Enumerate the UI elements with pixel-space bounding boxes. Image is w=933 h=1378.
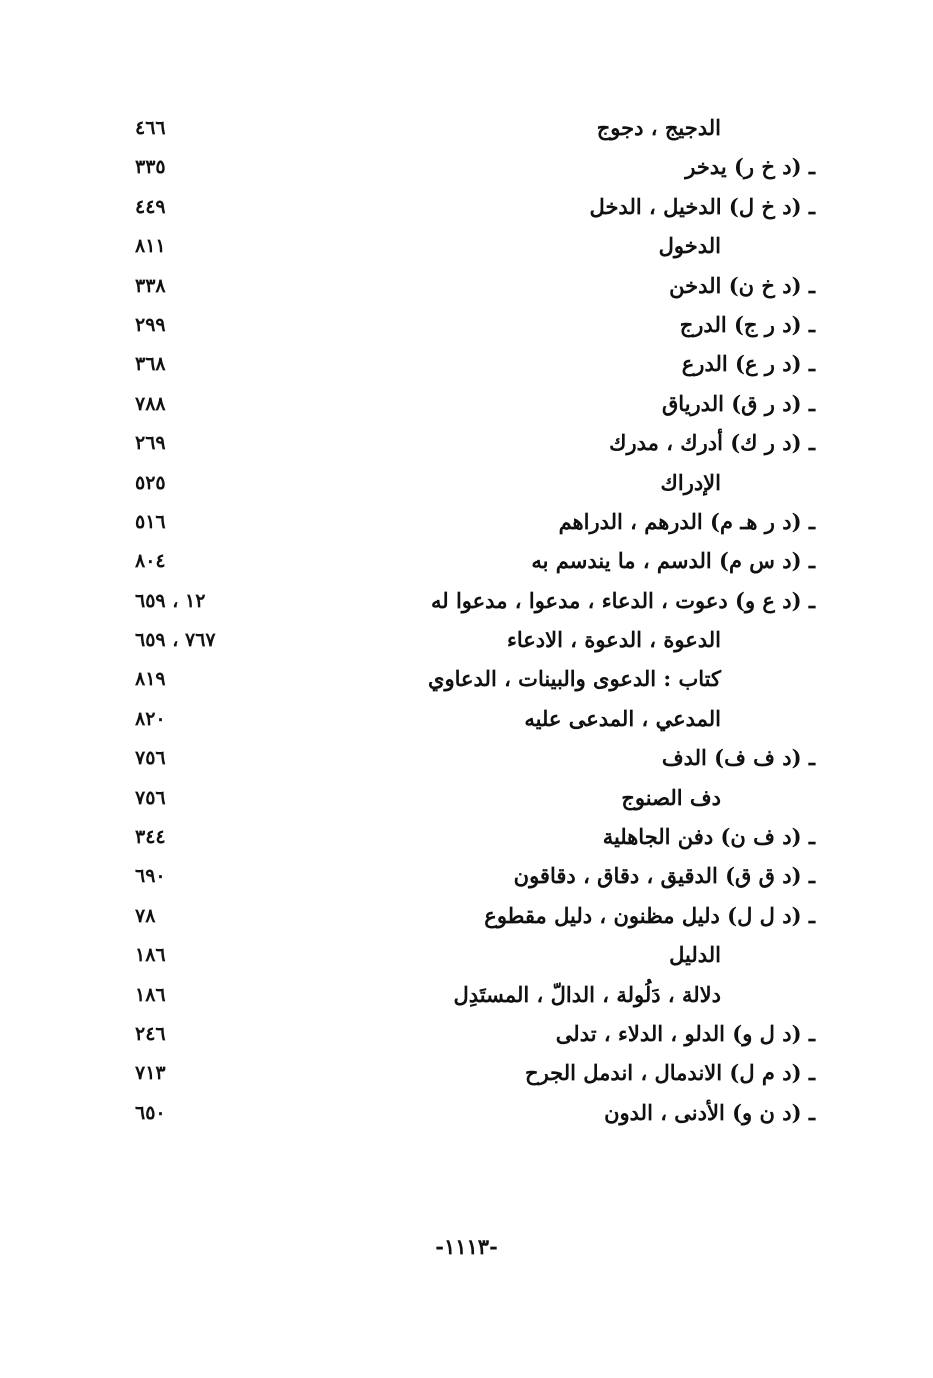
entry-pages: ٥٢٥: [135, 471, 166, 494]
entry-term: الدعوة ، الدعوة ، الادعاء: [506, 627, 721, 653]
entry-term: ـ (د ل و) الدلو ، الدلاء ، تدلى: [555, 1020, 815, 1046]
entry-term: دف الصنوج: [621, 784, 721, 810]
entry-pages: ٦٥٠: [135, 1101, 166, 1124]
index-entries: [0, 108, 933, 1132]
entry-term: ـ (د خ ل) الدخيل ، الدخل: [589, 193, 815, 219]
entry-pages: ٧٦٧ ، ٦٥٩: [135, 629, 216, 652]
entry-term: ـ (د خ ر) يدخر: [685, 154, 815, 180]
index-entry: [0, 187, 933, 226]
entry-term: كتاب : الدعوى والبينات ، الدعاوي: [428, 666, 721, 692]
entry-pages: ٨٠٤: [135, 550, 166, 573]
entry-term: الدليل: [669, 942, 721, 968]
index-entry: [0, 975, 933, 1014]
entry-term: ـ (د ل ل) دليل مظنون ، دليل مقطوع: [484, 902, 815, 928]
index-entry: [0, 305, 933, 344]
entry-pages: ٢٩٩: [135, 313, 166, 336]
entry-pages: ٢٤٦: [135, 1022, 166, 1045]
entry-pages: ٤٤٩: [135, 195, 166, 218]
entry-term: ـ (د ر ع) الدرع: [681, 351, 815, 377]
entry-pages: ٨١٩: [135, 668, 166, 691]
index-entry: [0, 817, 933, 856]
index-entry: [0, 620, 933, 659]
entry-term: ـ (د ف ن) دفن الجاهلية: [602, 824, 815, 850]
entry-pages: ٥١٦: [135, 510, 166, 533]
index-entry: [0, 266, 933, 305]
entry-pages: ٨١١: [135, 235, 166, 258]
entry-pages: ١٨٦: [135, 983, 166, 1006]
entry-term: ـ (د ر هـ م) الدرهم ، الدراهم: [558, 508, 815, 534]
entry-term: ـ (د خ ن) الدخن: [669, 272, 815, 298]
index-entry: [0, 1014, 933, 1053]
index-entry: [0, 935, 933, 974]
entry-pages: ١٢ ، ٦٥٩: [135, 589, 206, 612]
index-entry: [0, 581, 933, 620]
entry-pages: ٦٩٠: [135, 865, 166, 888]
entry-pages: ٣٦٨: [135, 353, 166, 376]
entry-term: المدعي ، المدعى عليه: [524, 705, 721, 731]
entry-term: دلالة ، دَلُولة ، الدالّ ، المستَدِل: [453, 981, 721, 1007]
index-entry: [0, 896, 933, 935]
entry-pages: ٣٣٨: [135, 274, 166, 297]
index-entry: [0, 502, 933, 541]
entry-pages: ٧٨: [135, 904, 156, 927]
index-entry: [0, 423, 933, 462]
index-entry: [0, 659, 933, 698]
entry-term: الإدراك: [660, 469, 721, 495]
index-entry: [0, 738, 933, 777]
entry-pages: ٨٢٠: [135, 707, 166, 730]
entry-term: الدجيج ، دجوج: [596, 115, 721, 140]
entry-pages: ٧٥٦: [135, 786, 166, 809]
index-entry: [0, 384, 933, 423]
entry-term: ـ (د س م) الدسم ، ما يندسم به: [531, 548, 815, 574]
index-entry: [0, 778, 933, 817]
entry-term: ـ (د ر ق) الدرياق: [662, 390, 815, 416]
entry-pages: ٧٥٦: [135, 747, 166, 770]
index-entry: [0, 1053, 933, 1092]
index-entry: [0, 226, 933, 265]
entry-term: ـ (د م ل) الاندمال ، اندمل الجرح: [525, 1060, 815, 1086]
entry-pages: ٧٨٨: [135, 392, 166, 415]
entry-pages: ٧١٣: [135, 1062, 166, 1085]
entry-term: الدخول: [658, 233, 721, 259]
entry-term: ـ (د ق ق) الدقيق ، دقاق ، دقاقون: [513, 863, 815, 889]
entry-term: ـ (د ر ج) الدرج: [679, 311, 815, 337]
entry-term: ـ (د ن و) الأدنى ، الدون: [604, 1099, 815, 1125]
index-entry: [0, 541, 933, 580]
entry-pages: ١٨٦: [135, 944, 166, 967]
entry-pages: ٣٤٤: [135, 826, 166, 849]
entry-term: ـ (د ر ك) أدرك ، مدرك: [609, 430, 815, 456]
index-entry: [0, 344, 933, 383]
entry-pages: ٤٦٦: [135, 117, 166, 139]
index-entry: [0, 108, 933, 147]
index-entry: [0, 699, 933, 738]
index-entry: [0, 147, 933, 186]
index-entry: [0, 1093, 933, 1132]
index-entry: [0, 463, 933, 502]
entry-pages: ٣٣٥: [135, 156, 166, 179]
entry-pages: ٢٦٩: [135, 432, 166, 455]
index-entry: [0, 856, 933, 895]
entry-term: ـ (د ف ف) الدف: [661, 745, 815, 771]
entry-term: ـ (د ع و) دعوت ، الدعاء ، مدعوا ، مدعوا له: [431, 587, 815, 613]
page-number: -١١١٣-: [435, 1234, 498, 1259]
